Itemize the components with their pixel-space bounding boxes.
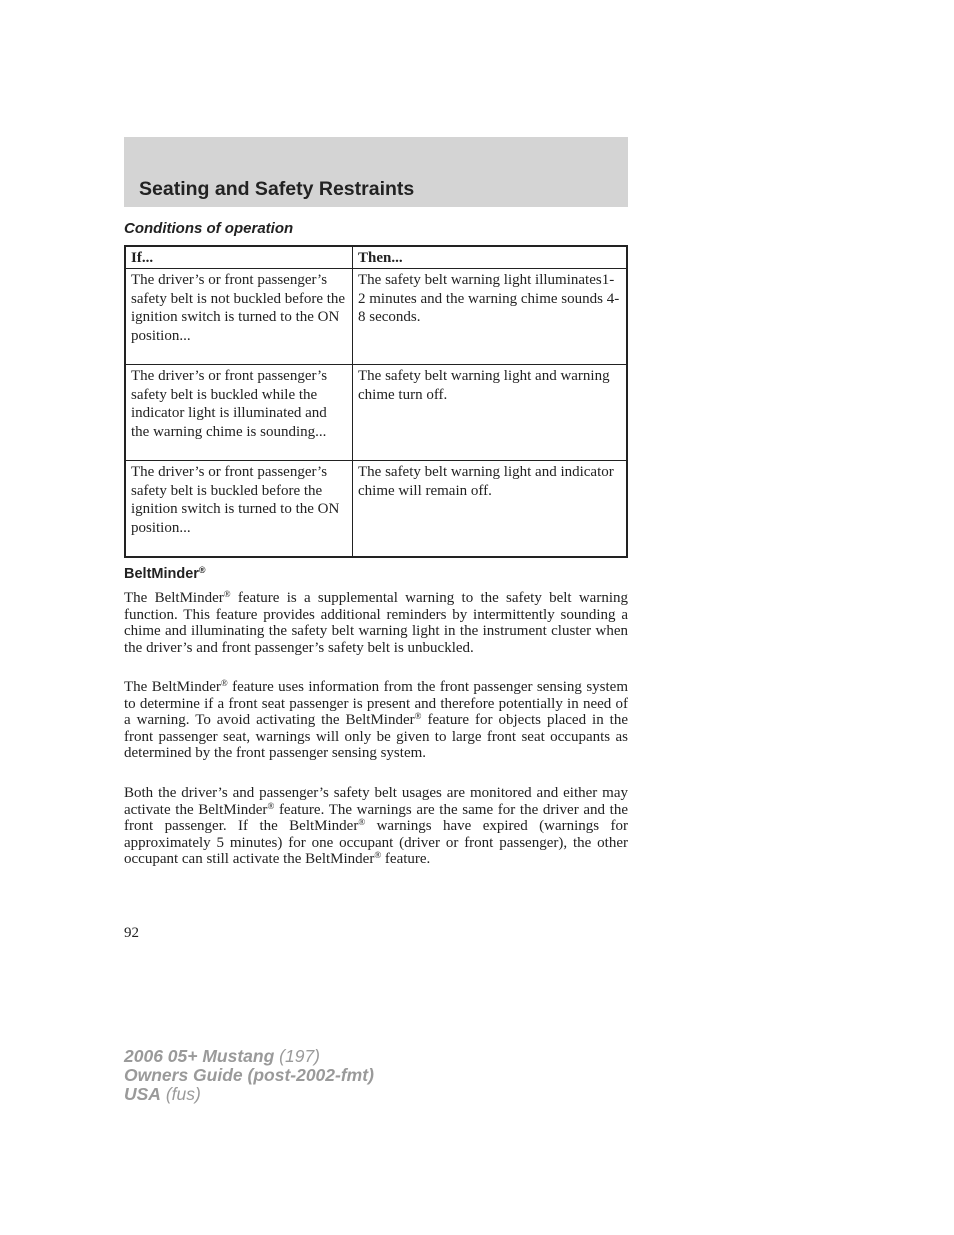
- page-number: 92: [124, 925, 139, 941]
- conditions-table: [124, 245, 628, 558]
- beltminder-paragraph-3: Both the driver’s and passenger’s safety belt usages are monitored and either may activate the BeltMinder® feature. The warnings are the same for the driver and the front passenger. If the BeltMinder® warnings have expired (warnings for approximately 5 minutes) for one occupant (driver or front passenger), the other occupant can still activate the BeltMinder® feature.: [124, 785, 628, 867]
- footer-model: 2006 05+ Mustang: [124, 1046, 275, 1066]
- condition-if-cell: The driver’s or front passenger’s safety belt is buckled while the indicator light is illuminated and the warning chime is sounding...: [125, 364, 353, 460]
- table-header-row: [125, 246, 627, 268]
- column-header-if: If...: [125, 246, 353, 268]
- condition-then-cell: The safety belt warning light illuminates1-2 minutes and the warning chime sounds 4-8 seconds.: [353, 268, 628, 364]
- footer-line-1: [124, 1047, 374, 1066]
- beltminder-paragraph-2: The BeltMinder® feature uses information from the front passenger sensing system to determine if a front seat passenger is present and therefore potentially in need of a warning. To avoid activating the BeltMinder® feature for objects placed in the front passenger seat, warnings will only be given to large front seat occupants as determined by the front passenger sensing system.: [124, 678, 629, 761]
- condition-if-cell: The driver’s or front passenger’s safety belt is buckled before the ignition switch is turned to the ON position...: [125, 460, 353, 557]
- footer-model-code: (197): [279, 1046, 321, 1066]
- condition-if-cell: The driver’s or front passenger’s safety belt is not buckled before the ignition switch is turned to the ON position...: [125, 268, 353, 364]
- section-title: Seating and Safety Restraints: [139, 178, 415, 200]
- table-row: [125, 268, 627, 364]
- beltminder-heading: [124, 566, 206, 582]
- footer-market-code: (fus): [165, 1084, 201, 1104]
- footer-line-3: [124, 1085, 374, 1104]
- section-header-band: [124, 137, 628, 207]
- table-row: [125, 460, 627, 557]
- footer-line-2: [124, 1066, 374, 1085]
- column-header-then: Then...: [353, 246, 628, 268]
- conditions-heading: Conditions of operation: [124, 220, 294, 237]
- footer-market: USA: [124, 1084, 161, 1104]
- condition-then-cell: The safety belt warning light and warning chime turn off.: [353, 364, 628, 460]
- table-row: [125, 364, 627, 460]
- beltminder-paragraph-1: The BeltMinder® feature is a supplemental warning to the safety belt warning function. This feature provides additional reminders by intermittently sounding a chime and illuminating the safety belt warning light in the instrument cluster when the driver’s and front passenger’s safety belt is unbuckled.: [124, 589, 628, 656]
- condition-then-cell: The safety belt warning light and indicator chime will remain off.: [353, 460, 628, 557]
- footer-guide: Owners Guide (post-2002-fmt): [124, 1065, 374, 1085]
- registered-mark: ®: [198, 565, 206, 575]
- beltminder-heading-text: BeltMinder: [124, 566, 199, 582]
- document-footer: [124, 1047, 374, 1104]
